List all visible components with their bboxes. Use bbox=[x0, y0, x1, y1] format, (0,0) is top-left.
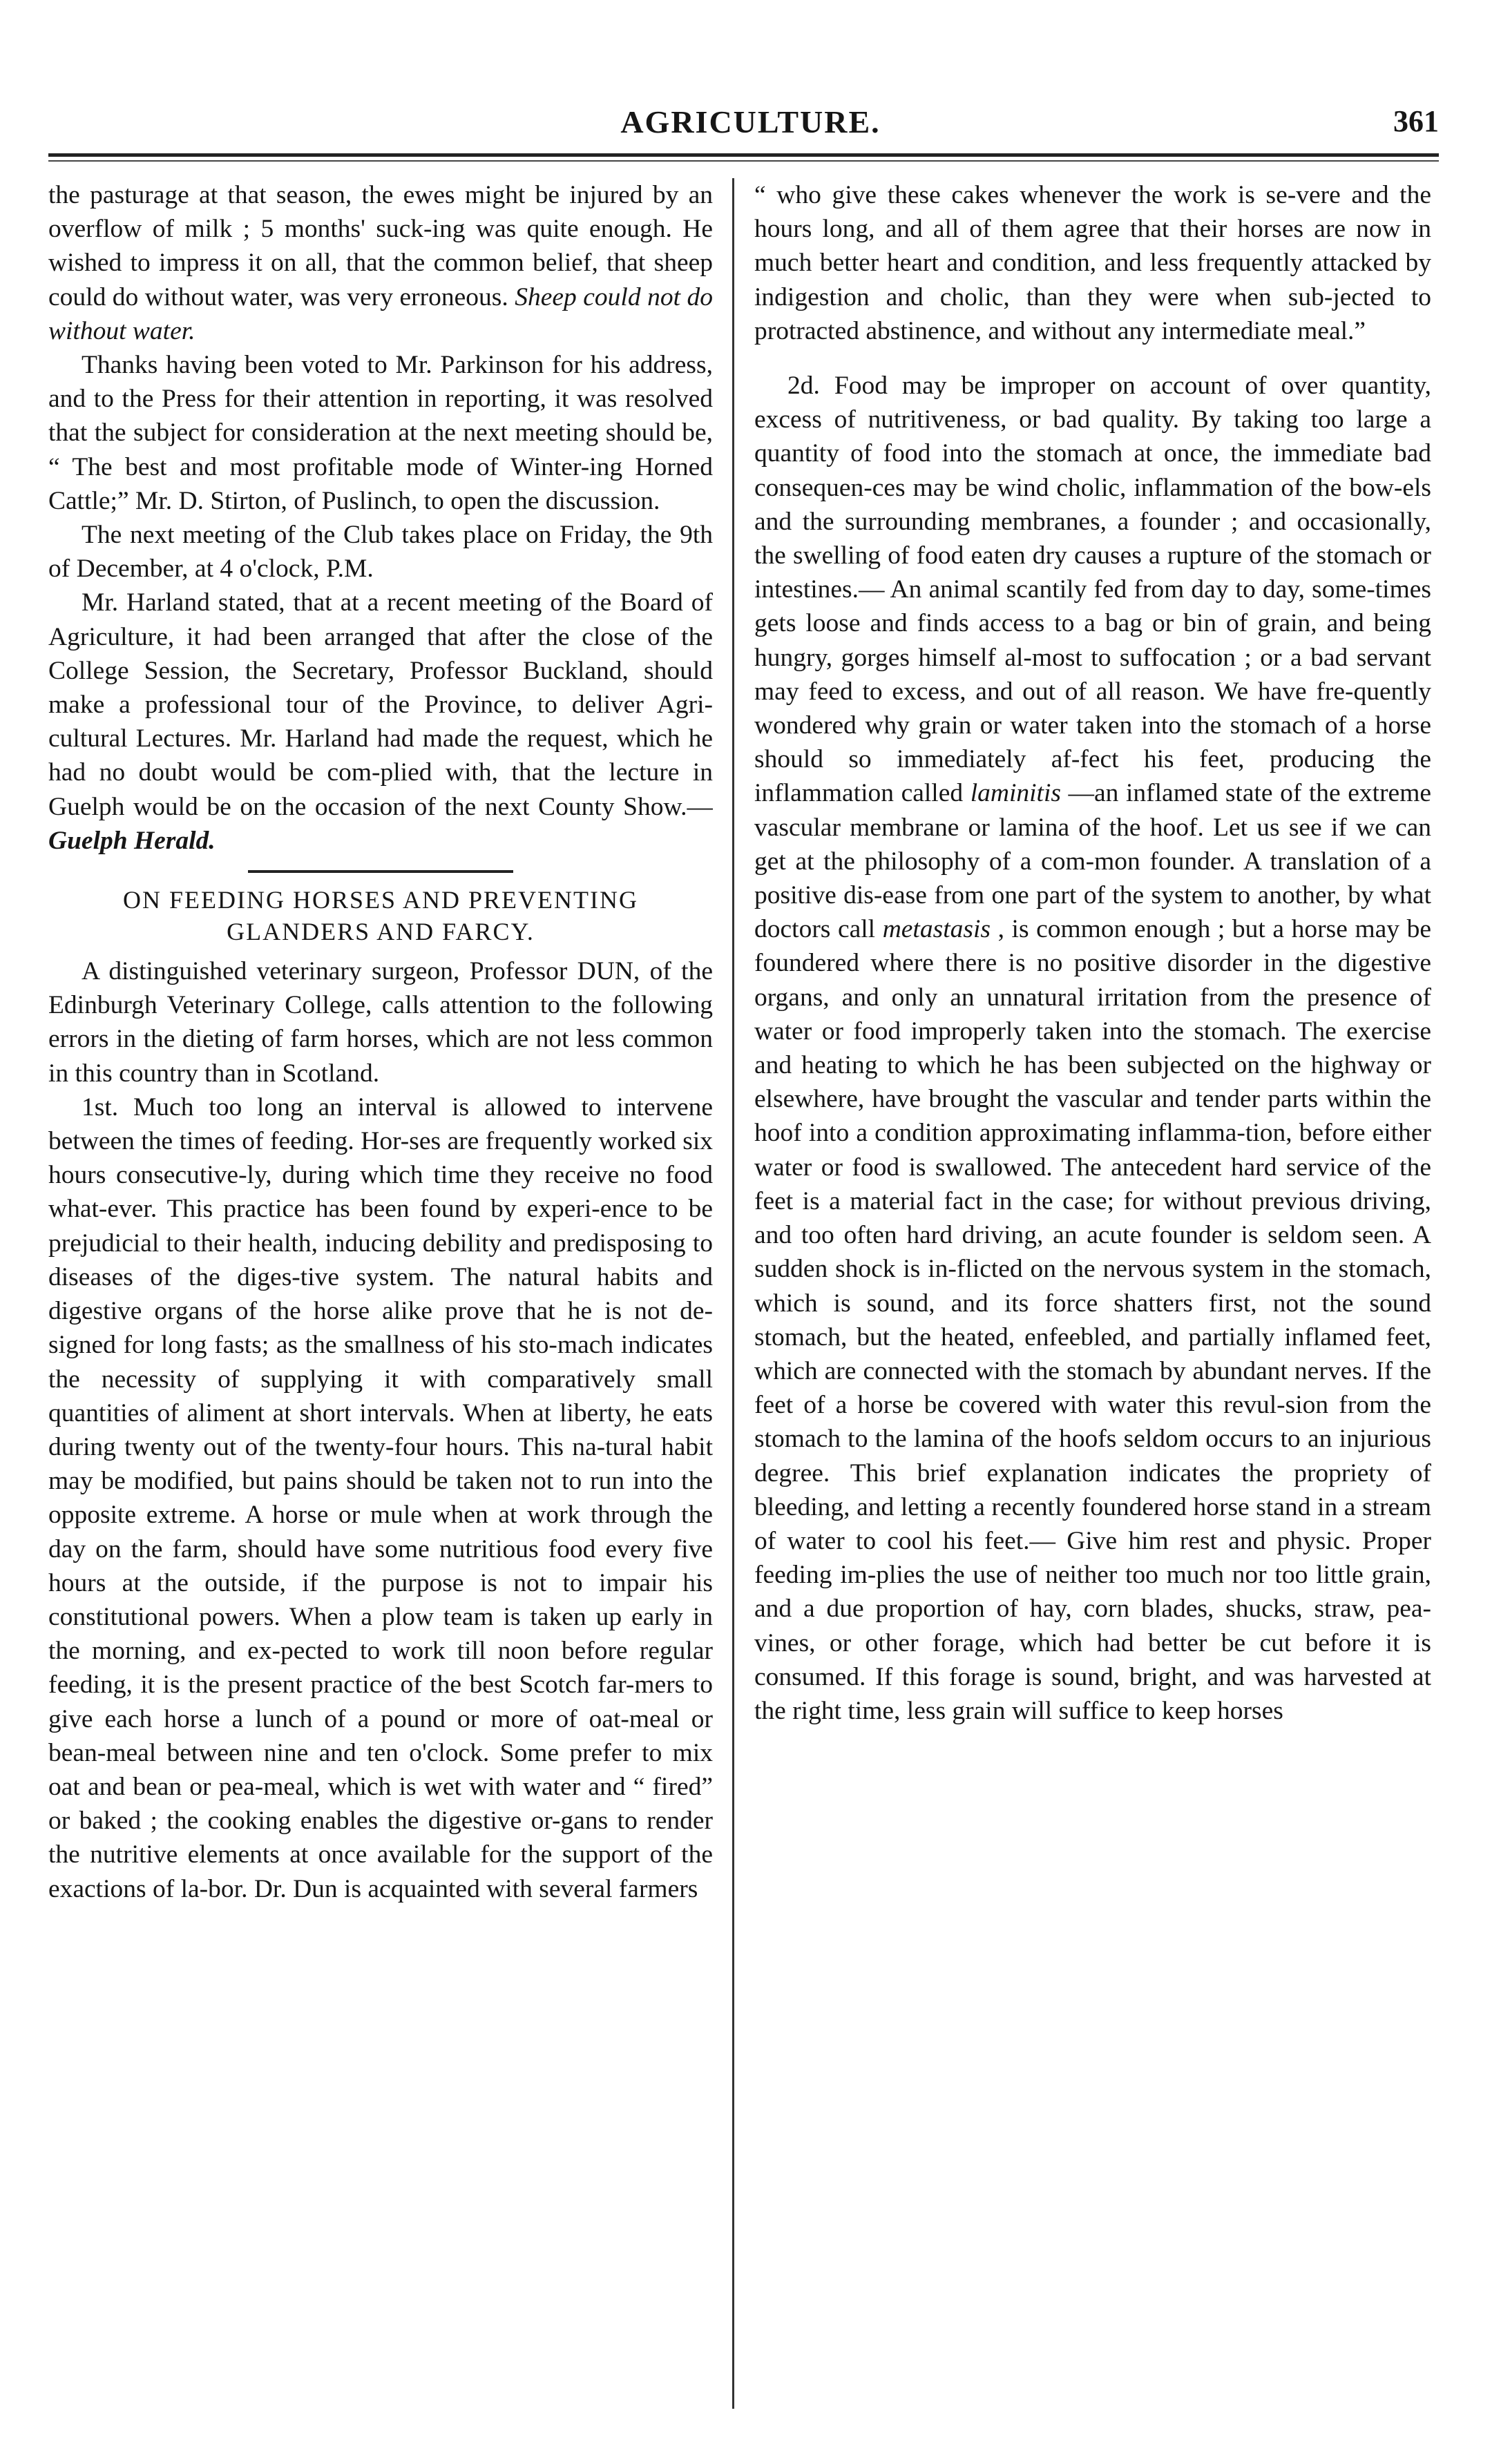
page-header bbox=[48, 104, 1453, 152]
paragraph: A distinguished veterinary surgeon, Professor DUN, of the Edinburgh Veterinary College, calls attention to the following errors in the dieting of farm horses, which are not less common in this country than in Scotland. bbox=[48, 957, 713, 1088]
source-signature: Guelph Herald. bbox=[48, 826, 216, 855]
paragraph bbox=[754, 369, 1431, 1728]
column-divider bbox=[732, 178, 734, 2409]
paragraph: 1st. Much too long an interval is allowed to intervene between the times of feeding. Hor-ses are frequently worked six hours consecutive-ly, during which time they receive no food what-ever. This practice has been found by experi-ence to be prejudicial to their health, inducing debility and predisposing to diseases of the diges-tive system. The natural habits and digestive organs of the horse alike prove that he is not de-signed for long fasts; as the smallness of his sto-mach indicates the necessity of supplying it with comparatively small quantities of aliment at short intervals. When at liberty, he eats during twenty out of the twenty-four hours. This na-tural habit may be modified, but pains should be taken not to run into the opposite extreme. A horse or mule when at work through the day on the farm, should have some nutritious food every five hours at the outside, if the purpose is not to impair his constitutional powers. When a plow team is taken up early in the morning, and ex-pected to work till noon before regular feeding, it is the present practice of the best Scotch far-mers to give each horse a lunch of a pound or more of oat-meal or bean-meal between nine and ten o'clock. Some prefer to mix oat and bean or pea-meal, which is wet with water and “ fired” or baked ; the cooking enables the digestive or-gans to render the nutritive elements at once available for the support of the exactions of la-bor. Dr. Dun is acquainted with several farmers bbox=[48, 1093, 713, 1903]
emphasis-text: laminitis bbox=[970, 779, 1061, 808]
emphasis-text: metastasis bbox=[882, 915, 991, 944]
header-rule bbox=[48, 153, 1439, 157]
running-title: AGRICULTURE. bbox=[620, 104, 881, 139]
paragraph: The next meeting of the Club takes place on Friday, the 9th of December, at 4 o'clock, P.M. bbox=[48, 521, 713, 584]
right-column bbox=[754, 178, 1431, 2423]
paragraph bbox=[48, 178, 713, 348]
header-rule-thin bbox=[48, 160, 1439, 162]
paragraph-text: , is common enough ; but a horse may be foundered where there is no positive disorder in the digestive organs, and only an unnatural irritation from the presence of water or food improperly taken into the stomach. The exercise and heating to which he has been subjected on the highway or elsewhere, have brought the vascular and tender parts within the hoof into a condition approximating inflamma-tion, before either water or food is swallowed. The antecedent hard service of the feet is a material fact in the case; for without previous driving, and too often hard driving, an acute founder is seldom seen. A sudden shock is in-flicted on the nervous system in the stomach, which is sound, and its force shatters first, not the sound stomach, but the heated, enfeebled, and partially inflamed feet, which are connected with the stomach by abundant nerves. If the feet of a horse be covered with water this revul-sion from the stomach to the lamina of the hoofs seldom occurs to an injurious degree. This brief explanation indicates the propriety of bleeding, and letting a recently foundered horse stand in a stream of water to cool his feet.— Give him rest and physic. Proper feeding im-plies the use of neither too much nor too little grain, and a due proportion of hay, corn blades, shucks, straw, pea-vines, or other forage, which had better be cut before it is consumed. If this forage is sound, bright, and was harvested at the right time, less grain will suffice to keep horses bbox=[754, 915, 1431, 1725]
paragraph-text: —an inflamed state of the extreme vascular membrane or lamina of the hoof. Let us see if we can get at the philosophy of a com-mon founder. A translation of a positive dis-ease from one part of the system to another, by what doctors call bbox=[754, 779, 1431, 944]
paragraph-text: the pasturage at that season, the ewes might be injured by an overflow of milk ; 5 months' suck-ing was quite enough. He wished to impress it on all, that the common belief, that sheep could do without water, was very erroneous. bbox=[48, 181, 713, 311]
paragraph: “ who give these cakes whenever the work is se-vere and the hours long, and all of them agree that their horses are now in much better heart and condition, and less frequently attacked by indigestion and cholic, than they were when sub-jected to protracted abstinence, and without any intermediate meal.” bbox=[754, 181, 1431, 345]
article-divider bbox=[248, 870, 514, 873]
paragraph-text: Mr. Harland stated, that at a recent meeting of the Board of Agriculture, it had been arranged that after the close of the College Session, the Secretary, Professor Buckland, should make a professional tour of the Province, to deliver Agri-cultural Lectures. Mr. Harland had made the request, which he had no doubt would be com-plied with, that the lecture in Guelph would be on the occasion of the next County Show.— bbox=[48, 588, 713, 821]
paragraph-text: 2d. Food may be improper on account of over quantity, excess of nutritiveness, or bad quality. By taking too large a quantity of food into the stomach at once, the immediate bad consequen-ces may be wind cholic, inflammation of the bow-els and the surrounding membranes, a founder ; and occasionally, the swelling of food eaten dry causes a rupture of the stomach or intestines.— An animal scantily fed from day to day, some-times gets loose and finds access to a bag or bin of grain, and being hungry, gorges himself al-most to suffocation ; or a bad servant may feed to excess, and out of all reason. We have fre-quently wondered why grain or water taken into the stomach of a horse should so immediately af-fect his feet, producing the inflammation called bbox=[754, 372, 1431, 808]
paragraph: Thanks having been voted to Mr. Parkinson for his address, and to the Press for their attention in reporting, it was resolved that the subject for consideration at the next meeting should be, “ The best and most profitable mode of Winter-ing Horned Cattle;” Mr. D. Stirton, of Puslinch, to open the discussion. bbox=[48, 351, 713, 515]
article-title: ON FEEDING HORSES AND PREVENTING GLANDERS AND FARCY. bbox=[122, 886, 638, 946]
left-column bbox=[48, 178, 713, 2423]
emphasis-text: Sheep could not do without water. bbox=[48, 282, 713, 345]
page-number: 361 bbox=[1393, 104, 1439, 138]
paragraph bbox=[48, 586, 713, 858]
